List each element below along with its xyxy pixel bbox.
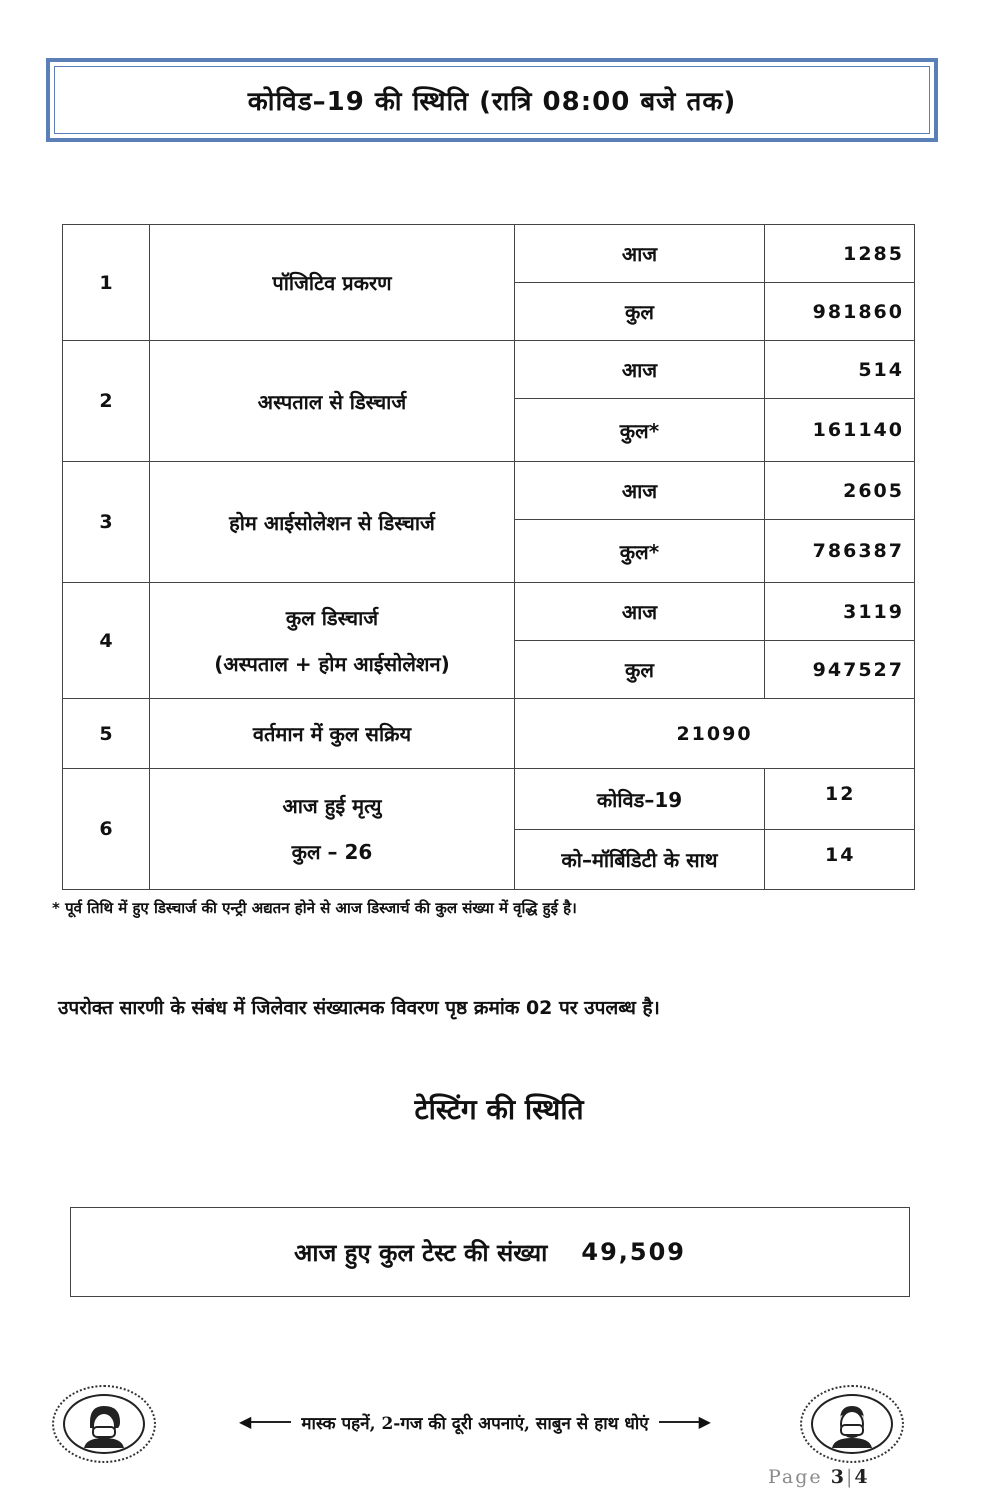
- sub-value: 3119: [765, 583, 915, 641]
- row-serial: 3: [63, 462, 150, 583]
- table-row: [63, 583, 915, 641]
- mask-woman-icon-ring: [63, 1394, 145, 1454]
- sub-label: कुल*: [515, 520, 765, 583]
- mask-man-icon: [800, 1385, 904, 1463]
- row-label-line2: (अस्पताल + होम आईसोलेशन): [214, 651, 450, 676]
- row-label: पॉजिटिव प्रकरण: [150, 225, 515, 341]
- sub-value: 514: [765, 341, 915, 399]
- sub-value: 161140: [765, 399, 915, 462]
- sub-value: 1285: [765, 225, 915, 283]
- row-label-line2: कुल – 26: [291, 840, 373, 864]
- sub-label: को–मॉर्बिडिटी के साथ: [515, 830, 765, 890]
- row-label-line1: आज हुई मृत्यु: [282, 794, 382, 818]
- page-total: 4: [854, 1466, 870, 1488]
- sub-label: आज: [515, 583, 765, 641]
- mask-man-icon-ring: [811, 1394, 893, 1454]
- sub-value: 14: [765, 830, 915, 890]
- row-serial: 1: [63, 225, 150, 341]
- row-serial: 2: [63, 341, 150, 462]
- mask-woman-icon: [52, 1385, 156, 1463]
- row-serial: 5: [63, 699, 150, 769]
- sub-label: कुल: [515, 641, 765, 699]
- testing-heading: टेस्टिंग की स्थिति: [414, 1093, 584, 1126]
- row-serial: 6: [63, 769, 150, 890]
- sub-label: कुल: [515, 283, 765, 341]
- page-separator: |: [845, 1466, 855, 1488]
- footnote: * पूर्व तिथि में हुए डिस्चार्ज की एन्ट्री अद्यतन होने से आज डिस्जार्च की कुल संख्या में वृद्धि हुई है।: [52, 899, 577, 917]
- covid-status-table: [62, 224, 915, 890]
- active-cases-value: 21090: [515, 699, 915, 769]
- sub-label: कोविड–19: [515, 769, 765, 830]
- sub-label: आज: [515, 341, 765, 399]
- slogan-row: [160, 1408, 790, 1436]
- row-serial: 4: [63, 583, 150, 699]
- sub-label: कुल*: [515, 399, 765, 462]
- title-box: [46, 58, 938, 142]
- mask-woman-icon-graphic: [74, 1400, 134, 1448]
- info-line: उपरोक्त सारणी के संबंध में जिलेवार संख्यात्मक विवरण पृष्ठ क्रमांक 02 पर उपलब्ध है।: [58, 997, 660, 1019]
- row-label: [150, 583, 515, 699]
- row-label: [150, 769, 515, 890]
- sub-value: 786387: [765, 520, 915, 583]
- mask-man-icon-graphic: [822, 1400, 882, 1448]
- sub-label: आज: [515, 225, 765, 283]
- sub-value: 981860: [765, 283, 915, 341]
- test-count-label: आज हुए कुल टेस्ट की संख्या: [293, 1238, 548, 1267]
- table-row: [63, 769, 915, 830]
- row-label: अस्पताल से डिस्चार्ज: [150, 341, 515, 462]
- row-label: होम आईसोलेशन से डिस्चार्ज: [150, 462, 515, 583]
- table-row: [63, 341, 915, 399]
- page-number: [768, 1466, 870, 1488]
- sub-value: 12: [765, 769, 915, 830]
- page-title: कोविड–19 की स्थिति (रात्रि 08:00 बजे तक): [54, 66, 930, 134]
- page-label: Page: [768, 1466, 823, 1488]
- sub-value: 947527: [765, 641, 915, 699]
- sub-label: आज: [515, 462, 765, 520]
- test-count-box: [70, 1207, 910, 1297]
- row-label-line1: कुल डिस्चार्ज: [285, 605, 379, 630]
- right-arrow-icon: ▶: [659, 1414, 711, 1430]
- test-count-value: 49,509: [581, 1238, 687, 1266]
- table-row: [63, 699, 915, 769]
- table-row: [63, 225, 915, 283]
- row-label: वर्तमान में कुल सक्रिय: [150, 699, 515, 769]
- page-current: 3: [830, 1466, 846, 1488]
- slogan-text: मास्क पहनें, 2-गज की दूरी अपनाएं, साबुन से हाथ धोएं: [301, 1413, 649, 1434]
- table-row: [63, 462, 915, 520]
- left-arrow-icon: ◀: [239, 1414, 291, 1430]
- sub-value: 2605: [765, 462, 915, 520]
